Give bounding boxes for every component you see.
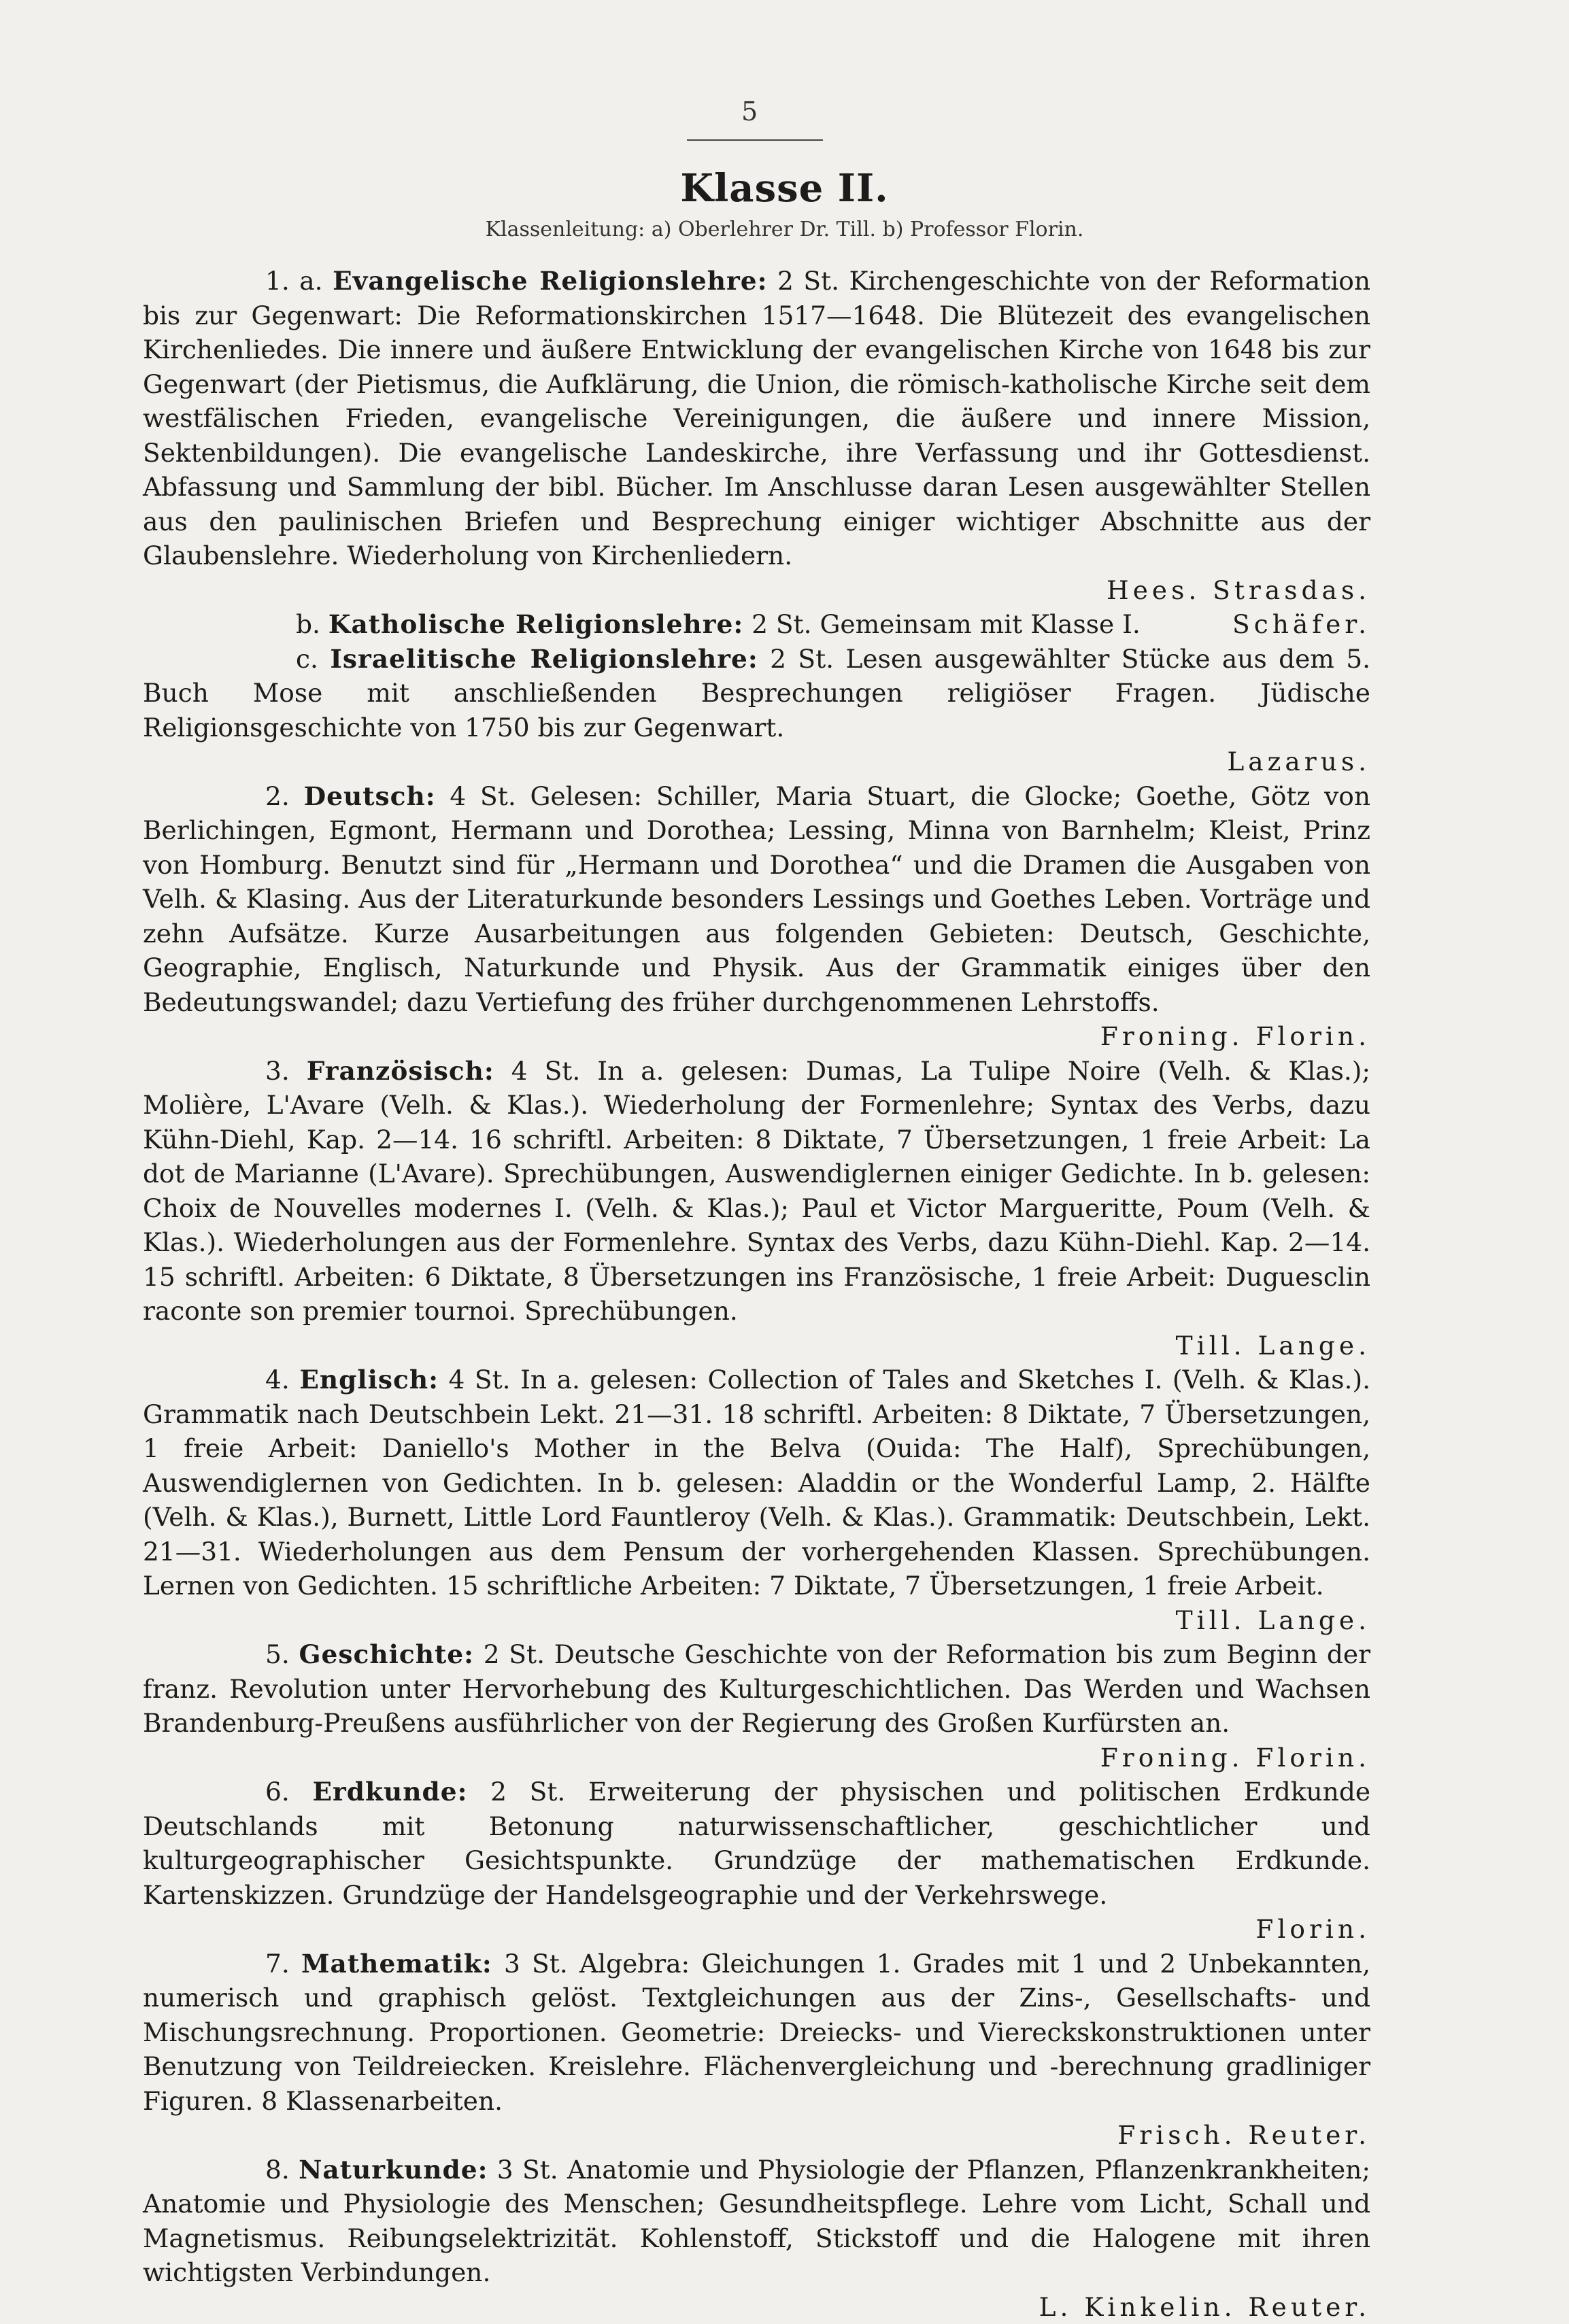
section-text: 2 St. Kirchengeschichte von der Reformation bis zur Gegenwart: Die Reformationskirchen 1517—1648. Die Blütezeit des evangelischen Kirchenliedes. Die innere und äußere Entwicklung der evangelischen Kirche von 1648 bis zur Gegenwart (der Pietismus, die Aufklärung, die Union, die römisch-katholische Kirche seit dem westfälischen Frieden, evangelische Vereinigungen, die äußere und innere Mission, Sektenbildungen). Die evangelische Landeskirche, ihre Verfassung und ihr Gottesdienst. Abfassung und Sammlung der bibl. Bücher. Im Anschlusse daran Lesen ausgewählter Stellen aus den paulinischen Briefen und Besprechung einiger wichtiger Abschnitte aus der Glaubenslehre. Wiederholung von Kirchenliedern. [143,266,1370,570]
section-geschichte [143,1637,1370,1775]
section-israelitische-religion [143,642,1370,779]
header-rule [687,139,823,141]
teacher-signature: Frisch. Reuter. [143,2118,1370,2153]
section-subject: Mathematik: [301,1949,492,1979]
section-text: 3 St. Anatomie und Physiologie der Pflanzen, Pflanzenkrankheiten; Anatomie und Physiologie des Menschen; Gesundheitspflege. Lehre vom Licht, Schall und Magnetismus. Reibungselektrizität. Kohlenstoff, Stickstoff und die Halogene mit ihren wichtigsten Verbindungen. [143,2155,1370,2288]
teacher-signature: Hees. Strasdas. [143,573,1370,608]
section-number: 4. [265,1365,290,1395]
section-text: 2 St. Deutsche Geschichte von der Reformation bis zum Beginn der franz. Revolution unter Hervorhebung des Kulturgeschichtlichen. Das Werden und Wachsen Brandenburg-Preußens ausführlicher von der Regierung des Großen Kurfürsten an. [143,1639,1370,1738]
section-subject: Erdkunde: [312,1777,467,1807]
section-text: 2 St. Erweiterung der physischen und politischen Erdkunde Deutschlands mit Betonung naturwissenschaftlicher, geschichtlicher und kulturgeographischer Gesichtspunkte. Grundzüge der mathematischen Erdkunde. Kartenskizzen. Grundzüge der Handelsgeographie und der Verkehrswege. [143,1777,1370,1910]
section-text: 4 St. In a. gelesen: Dumas, La Tulipe Noire (Velh. & Klas.); Molière, L'Avare (Velh. & Klas.). Wiederholung der Formenlehre; Syntax des Verbs, dazu Kühn-Diehl, Kap. 2—14. 16 schriftl. Arbeiten: 8 Diktate, 7 Übersetzungen, 1 freie Arbeit: La dot de Marianne (L'Avare). Sprechübungen, Auswendiglernen einiger Gedichte. In b. gelesen: Choix de Nouvelles modernes I. (Velh. & Klas.); Paul et Victor Margueritte, Poum (Velh. & Klas.). Wiederholungen aus der Formenlehre. Syntax des Verbs, dazu Kühn-Diehl. Kap. 2—14. 15 schriftl. Arbeiten: 6 Diktate, 8 Übersetzungen ins Französische, 1 freie Arbeit: Duguesclin raconte son premier tournoi. Sprechübungen. [143,1056,1370,1327]
section-subject: Englisch: [299,1365,439,1395]
teacher-signature: Froning. Florin. [143,1019,1370,1054]
section-number: 6. [265,1777,290,1807]
teacher-signature: Lazarus. [143,745,1370,779]
section-text: 4 St. Gelesen: Schiller, Maria Stuart, die Glocke; Goethe, Götz von Berlichingen, Egmont, Hermann und Dorothea; Lessing, Minna von Barnhelm; Kleist, Prinz von Homburg. Benutzt sind für „Hermann und Dorothea“ und die Dramen die Ausgaben von Velh. & Klasing. Aus der Literaturkunde besonders Lessings und Goethes Leben. Vorträge und zehn Aufsätze. Kurze Ausarbeitungen aus folgenden Gebieten: Deutsch, Geschichte, Geographie, Englisch, Naturkunde und Physik. Aus der Grammatik einiges über den Bedeutungswandel; dazu Vertiefung des früher durchgenommenen Lehrstoffs. [143,781,1370,1017]
section-subject: Deutsch: [304,781,436,811]
section-text: 3 St. Algebra: Gleichungen 1. Grades mit 1 und 2 Unbekannten, numerisch und graphisch gelöst. Textgleichungen aus der Zins-, Gesellschafts- und Mischungsrechnung. Proportionen. Geometrie: Dreiecks- und Viereckskonstruktionen unter Benutzung von Teildreiecken. Kreislehre. Flächenvergleichung und -berechnung gradliniger Figuren. 8 Klassenarbeiten. [143,1949,1370,2116]
section-text: 2 St. Gemeinsam mit Klasse I. [752,609,1141,639]
section-evangelische-religion [143,264,1370,607]
section-franzoesisch [143,1054,1370,1363]
page-number: 5 [741,97,758,126]
teacher-signature: Till. Lange. [143,1329,1370,1363]
section-text: 2 St. Lesen ausgewählter Stücke aus dem 5. Buch Mose mit anschließenden Besprechungen religiöser Fragen. Jüdische Religionsgeschichte von 1750 bis zur Gegenwart. [143,644,1370,742]
section-number: b. [296,609,320,639]
section-subject: Naturkunde: [299,2155,488,2185]
section-englisch [143,1363,1370,1637]
section-number: 7. [265,1949,290,1979]
section-number: 5. [265,1639,290,1669]
teacher-signature: L. Kinkelin. Reuter. [143,2290,1370,2324]
section-subject: Katholische Religionslehre: [328,609,743,639]
section-subject: Französisch: [307,1056,494,1086]
teacher-signature: Froning. Florin. [143,1741,1370,1775]
page-title: Klasse II. [0,166,1569,211]
section-subject: Evangelische Religionslehre: [333,266,767,296]
section-subject: Geschichte: [299,1639,474,1669]
section-erdkunde [143,1775,1370,1947]
section-number: 2. [265,781,290,811]
section-number: 1. a. [265,266,323,296]
section-number: 8. [265,2155,290,2185]
section-text: 4 St. In a. gelesen: Collection of Tales and Sketches I. (Velh. & Klas.). Grammatik nach Deutschbein Lekt. 21—31. 18 schriftl. Arbeiten: 8 Diktate, 7 Übersetzungen, 1 freie Arbeit: Daniello's Mother in the Belva (Ouida: The Half), Sprechübungen, Auswendiglernen von Gedichten. In b. gelesen: Aladdin or the Wonderful Lamp, 2. Hälfte (Velh. & Klas.), Burnett, Little Lord Fauntleroy (Velh. & Klas.). Grammatik: Deutschbein, Lekt. 21—31. Wiederholungen aus dem Pensum der vorhergehenden Klassen. Sprechübungen. Lernen von Gedichten. 15 schriftliche Arbeiten: 7 Diktate, 7 Übersetzungen, 1 freie Arbeit. [143,1365,1370,1601]
section-number: 3. [265,1056,290,1086]
section-naturkunde [143,2153,1370,2324]
section-katholische-religion [143,607,1370,642]
teacher-signature: Schäfer. [1232,607,1370,642]
section-subject: Israelitische Religionslehre: [330,644,758,674]
section-deutsch [143,779,1370,1054]
teacher-signature: Till. Lange. [143,1603,1370,1638]
curriculum-body [143,264,1370,2324]
teacher-signature: Florin. [143,1912,1370,1947]
section-mathematik [143,1947,1370,2153]
section-number: c. [296,644,318,674]
class-leadership-line: Klassenleitung: a) Oberlehrer Dr. Till. b) Professor Florin. [0,218,1569,241]
